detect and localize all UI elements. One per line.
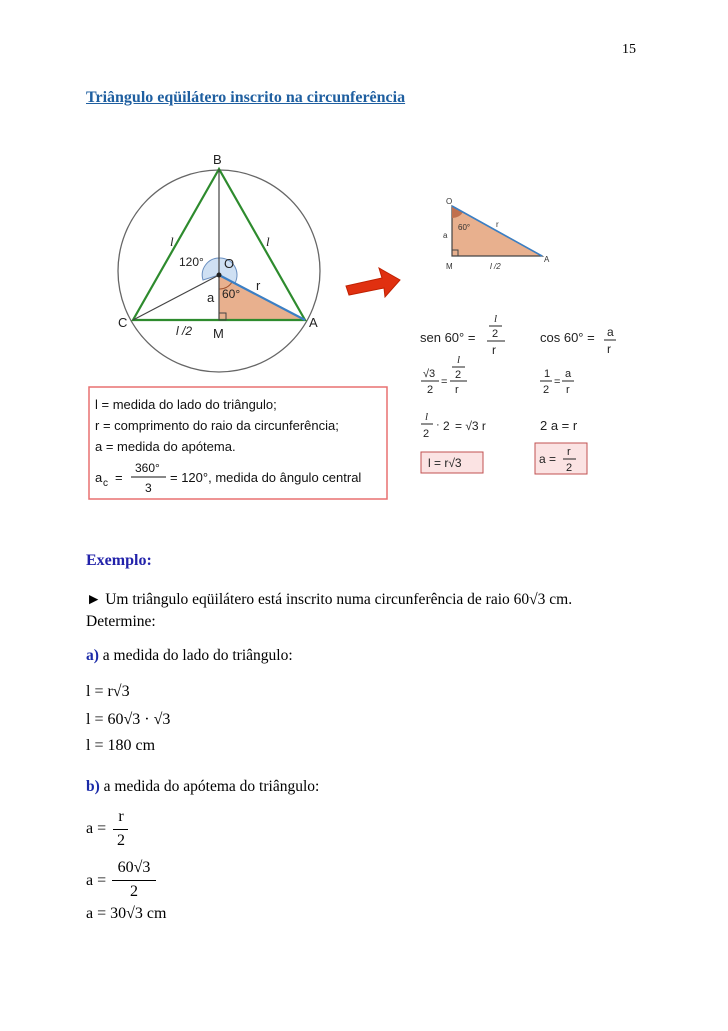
center-point	[217, 273, 222, 278]
side-right-label: l	[266, 234, 270, 249]
point-b-label: B	[213, 152, 222, 167]
part-a-text: a medida do lado do triângulo:	[98, 647, 293, 664]
b-step-1-lhs: a =	[86, 820, 107, 837]
row3-two: 2	[423, 428, 430, 440]
b-step-1-den: 2	[117, 832, 125, 849]
point-m-label: M	[213, 326, 224, 341]
result-right-two: 2	[566, 462, 573, 474]
small-o-label: O	[446, 197, 453, 206]
small-m-label: M	[446, 262, 453, 271]
part-b-text: a medida do apótema do triângulo:	[99, 778, 320, 795]
small-a-vertex-label: A	[544, 255, 550, 264]
b-step-2-den: 2	[130, 883, 138, 900]
b-final: a = 30√3 cm	[86, 905, 167, 922]
b-step-2-num: 60√3	[117, 859, 151, 876]
row2r-one: 1	[544, 368, 551, 380]
b-step-1-bar	[113, 829, 128, 830]
b-step-2-bar	[112, 880, 156, 881]
point-o-label: O	[224, 256, 235, 271]
a-step-1: l = r√3	[86, 683, 130, 700]
result-left-text: l = r√3	[428, 456, 462, 470]
row2r-eq: =	[554, 376, 561, 388]
row3-l: l	[425, 411, 429, 423]
small-a-label: a	[443, 231, 448, 240]
a-step-3: l = 180 cm	[86, 737, 156, 754]
row3-two-b: 2	[443, 419, 450, 433]
half-side-label: l /2	[176, 324, 193, 338]
legend-line-1: l = medida do lado do triângulo;	[95, 397, 277, 412]
row2r-two: 2	[543, 384, 550, 396]
row2-l: l	[457, 354, 461, 366]
angle-60-label: 60°	[222, 287, 241, 301]
legend-den: 3	[145, 481, 152, 495]
result-right-a: a =	[539, 452, 557, 466]
cos-label: cos 60° =	[540, 330, 595, 345]
result-right-r: r	[567, 446, 571, 458]
b-step-1-num: r	[118, 808, 124, 825]
small-r-label: r	[496, 220, 499, 229]
b-step-2-lhs: a =	[86, 872, 107, 889]
page-number: 15	[622, 42, 636, 57]
row2r-a: a	[565, 368, 572, 380]
row3-rest: = √3 r	[455, 419, 486, 433]
sen-frac-2: 2	[492, 328, 499, 340]
sen-den-r: r	[492, 343, 496, 357]
apothem-label: a	[207, 290, 215, 305]
sen-frac-l: l	[494, 313, 498, 325]
row2-eq: =	[441, 376, 448, 388]
cos-den-r: r	[607, 342, 611, 356]
part-b-label: b)	[86, 778, 100, 795]
legend-line-2: r = comprimento do raio da circunferência;	[95, 418, 339, 433]
part-a-label: a)	[86, 647, 99, 664]
part-a	[86, 645, 293, 667]
point-c-label: C	[118, 315, 128, 330]
a-step-2: l = 60√3 · √3	[86, 711, 171, 728]
cos-num-a: a	[607, 325, 614, 339]
small-angle-label: 60°	[458, 223, 471, 232]
legend-line-4: = 120°, medida do ângulo central	[170, 470, 362, 485]
small-half-label: l /2	[490, 262, 501, 271]
row3-dot: ·	[436, 419, 440, 431]
example-statement-2: Determine:	[86, 613, 156, 630]
legend-ac: a	[95, 470, 103, 485]
part-b	[86, 776, 319, 798]
legend-eq: =	[115, 470, 123, 485]
legend-num: 360°	[135, 461, 160, 475]
row2r-r: r	[566, 384, 570, 396]
row2-two: 2	[427, 384, 434, 396]
legend-ac-sub: c	[103, 478, 108, 489]
example-heading: Exemplo:	[86, 552, 152, 569]
radius-label: r	[256, 278, 261, 293]
side-left-label: l	[170, 234, 174, 249]
row2-2b: 2	[455, 369, 462, 381]
row3r: 2 a = r	[540, 418, 578, 433]
red-arrow	[346, 268, 400, 297]
angle-120-label: 120°	[179, 255, 204, 269]
row2-r: r	[455, 384, 459, 396]
row2-sqrt3: √3	[423, 368, 436, 380]
example-statement-1: ► Um triângulo eqüilátero está inscrito numa circunferência de raio 60√3 cm.	[86, 591, 573, 608]
point-a-label: A	[309, 315, 318, 330]
legend-line-3: a = medida do apótema.	[95, 439, 236, 454]
section-title: Triângulo eqüilátero inscrito na circunferência	[86, 89, 406, 106]
sen-label: sen 60° =	[420, 330, 476, 345]
